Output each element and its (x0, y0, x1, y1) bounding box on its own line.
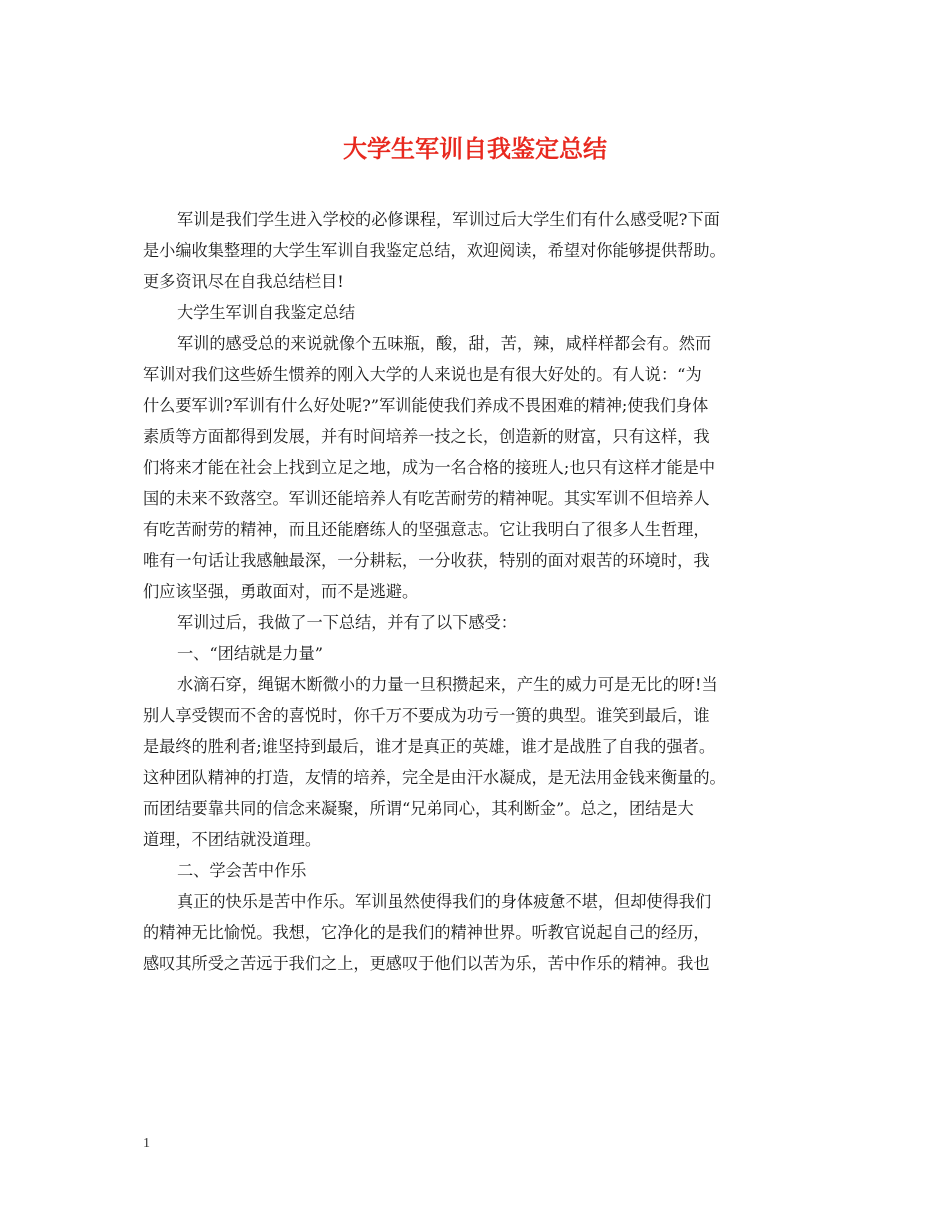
text-line: 们应该坚强，勇敢面对，而不是逃避。 (143, 582, 419, 601)
text-line: 道理，不团结就没道理。 (143, 830, 322, 849)
text-line: 军训是我们学生进入学校的必修课程，军训过后大学生们有什么感受呢?下面 (177, 210, 720, 229)
text-line: 军训的感受总的来说就像个五味瓶，酸，甜，苦，辣，咸样样都会有。然而 (177, 334, 712, 353)
document-body (143, 204, 807, 979)
document-title: 大学生军训自我鉴定总结 (343, 134, 607, 163)
text-line: 是小编收集整理的大学生军训自我鉴定总结，欢迎阅读，希望对你能够提供帮助。 (143, 241, 726, 260)
section-heading: 二、学会苦中作乐 (177, 861, 307, 880)
text-line: 是最终的胜利者;谁坚持到最后，谁才是真正的英雄，谁才是战胜了自我的强者。 (143, 737, 716, 756)
text-line: 唯有一句话让我感触最深，一分耕耘，一分收获，特别的面对艰苦的环境时，我 (143, 551, 710, 570)
text-line: 素质等方面都得到发展，并有时间培养一技之长，创造新的财富，只有这样，我 (143, 427, 710, 446)
text-line: 水滴石穿，绳锯木断微小的力量一旦积攒起来，产生的威力可是无比的呀!当 (177, 675, 718, 694)
text-line: 真正的快乐是苦中作乐。军训虽然使得我们的身体疲惫不堪，但却使得我们 (177, 892, 712, 911)
text-line: 军训对我们这些娇生惯养的刚入大学的人来说也是有很大好处的。有人说：“为 (143, 365, 702, 384)
section-heading: 大学生军训自我鉴定总结 (177, 303, 356, 322)
text-line: 军训过后，我做了一下总结，并有了以下感受： (177, 613, 517, 632)
text-line: 这种团队精神的打造，友情的培养，完全是由汗水凝成，是无法用金钱来衡量的。 (143, 768, 726, 787)
text-line: 感叹其所受之苦远于我们之上，更感叹于他们以苦为乐，苦中作乐的精神。我也 (143, 954, 710, 973)
text-line: 国的未来不致落空。军训还能培养人有吃苦耐劳的精神呢。其实军训不但培养人 (143, 489, 710, 508)
text-line: 更多资讯尽在自我总结栏目! (143, 272, 344, 291)
text-line: 而团结要靠共同的信念来凝聚，所谓“兄弟同心，其利断金”。总之，团结是大 (143, 799, 694, 818)
text-line: 什么要军训?军训有什么好处呢?”军训能使我们养成不畏困难的精神;使我们身体 (143, 396, 709, 415)
text-line: 有吃苦耐劳的精神，而且还能磨练人的坚强意志。它让我明白了很多人生哲理， (143, 520, 710, 539)
text-line: 们将来才能在社会上找到立足之地，成为一名合格的接班人;也只有这样才能是中 (143, 458, 716, 477)
page-number: 1 (143, 1136, 150, 1151)
section-heading: 一、“团结就是力量” (177, 644, 324, 663)
text-line: 的精神无比愉悦。我想，它净化的是我们的精神世界。听教官说起自己的经历， (143, 923, 710, 942)
text-line: 别人享受锲而不舍的喜悦时，你千万不要成为功亏一篑的典型。谁笑到最后，谁 (143, 706, 710, 725)
